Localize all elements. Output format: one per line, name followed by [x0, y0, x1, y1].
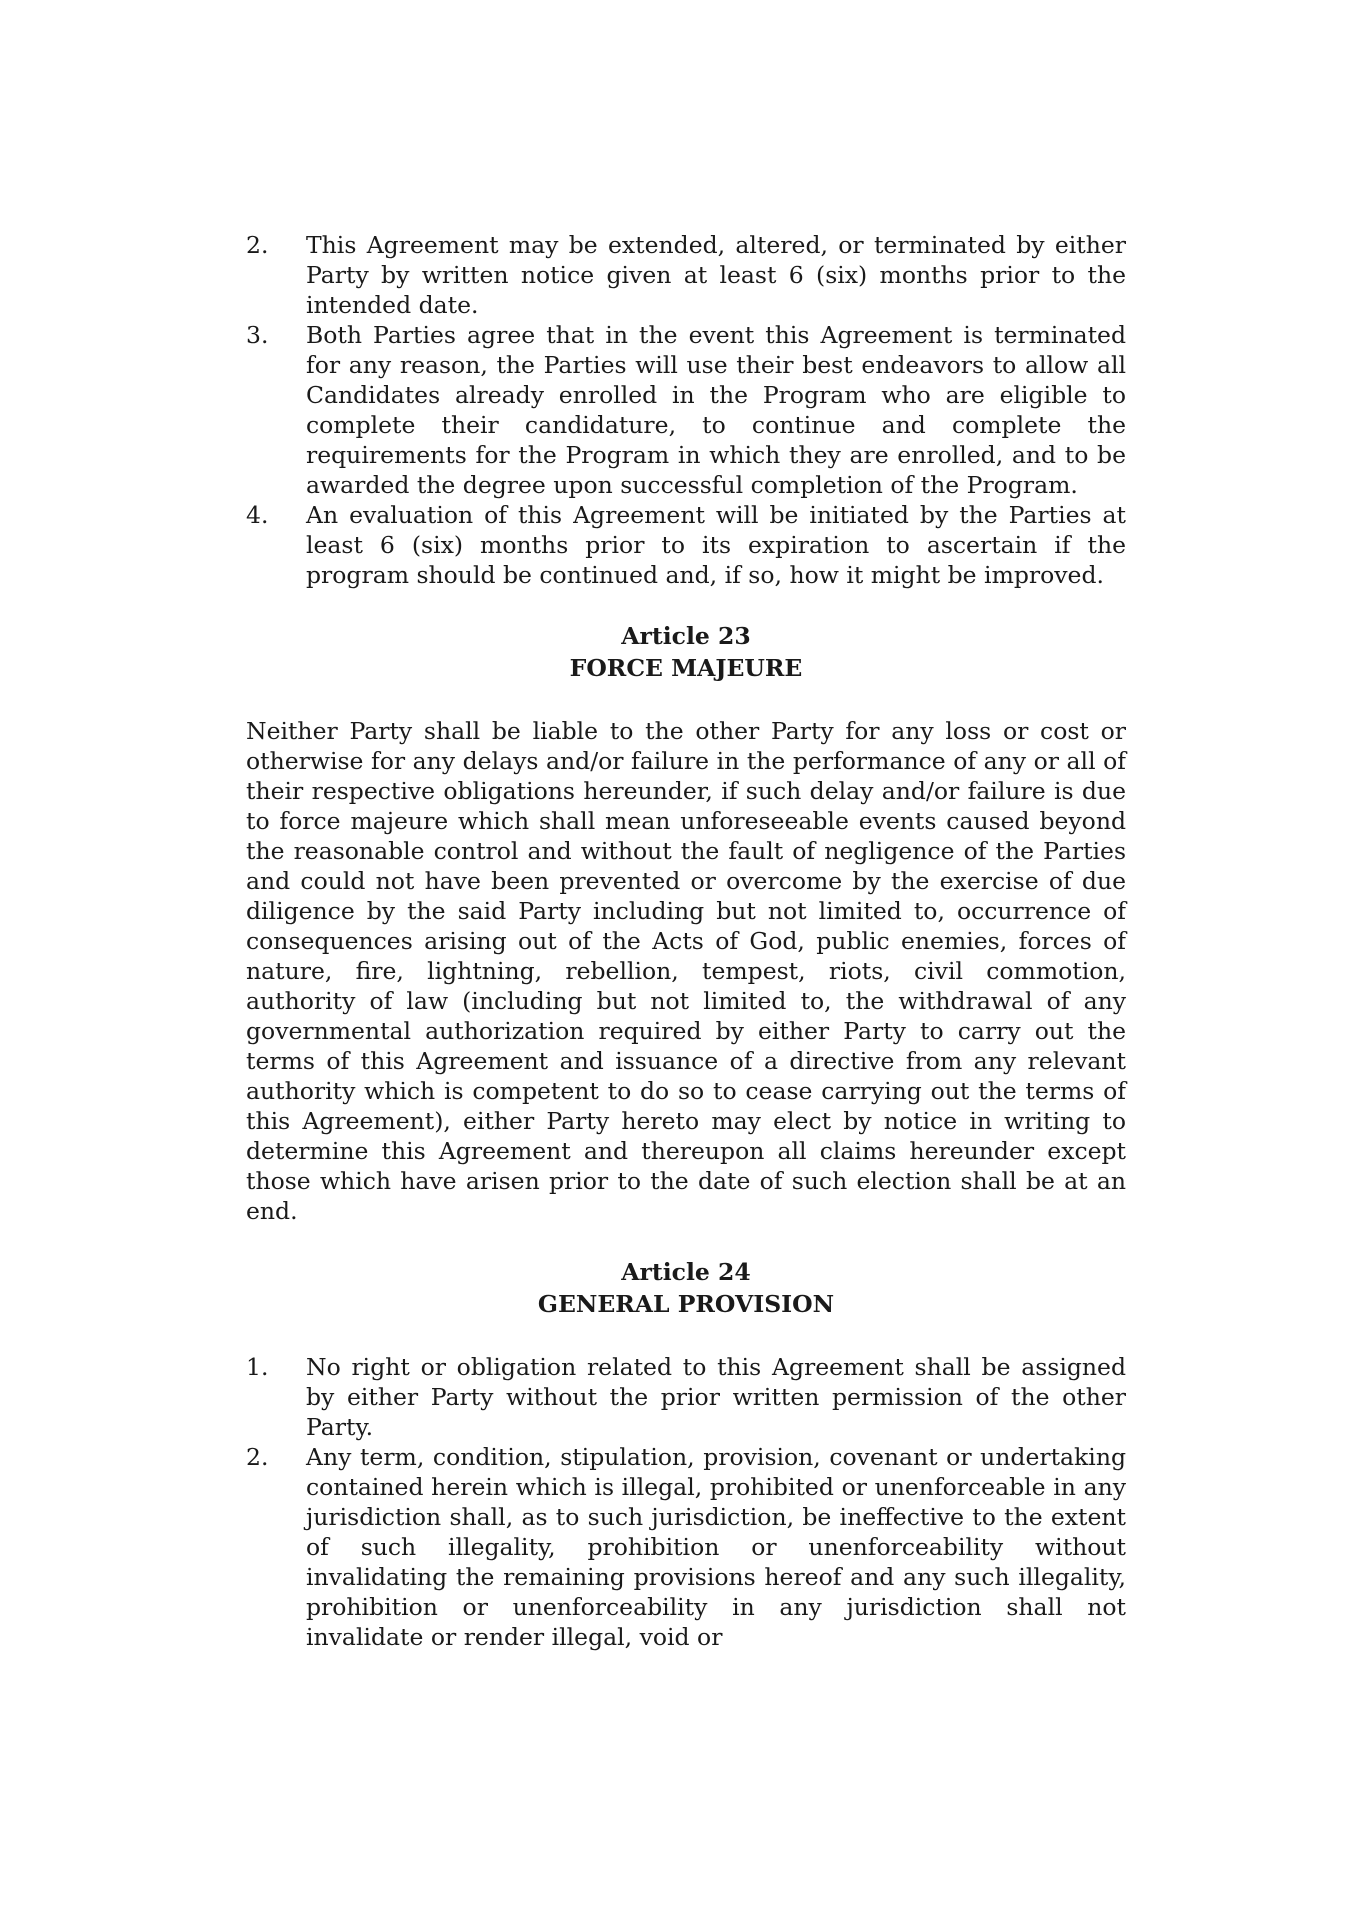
article-24-heading: [246, 1256, 1126, 1320]
list-item: [246, 230, 1126, 320]
page-content: [246, 230, 1126, 1652]
termination-clauses-list: [246, 230, 1126, 590]
list-item-text: No right or obligation related to this Agreement shall be assigned by either Party without the prior written permission of the other Party.: [306, 1353, 1126, 1441]
list-item: [246, 1352, 1126, 1442]
article-title: FORCE MAJEURE: [569, 654, 803, 682]
list-item-number: 2.: [246, 1443, 269, 1471]
list-item-number: 4.: [246, 501, 269, 529]
list-item-text: This Agreement may be extended, altered, or terminated by either Party by written notice given at least 6 (six) months prior to the intended date.: [306, 231, 1126, 319]
list-item: [246, 1442, 1126, 1652]
general-provision-list: [246, 1352, 1126, 1652]
article-title: GENERAL PROVISION: [537, 1290, 835, 1318]
list-item-text: Any term, condition, stipulation, provision, covenant or undertaking contained herein which is illegal, prohibited or unenforceable in any jurisdiction shall, as to such jurisdiction, be ineffective to the extent of such illegality, prohibition or unenforceability without invalidating the remaining provisions hereof and any such illegality, prohibition or unenforceability in any jurisdiction shall not invalidate or render illegal, void or: [306, 1443, 1126, 1651]
list-item-text: Both Parties agree that in the event this Agreement is terminated for any reason, the Parties will use their best endeavors to allow all Candidates already enrolled in the Program who are eligible to complete their candidature, to continue and complete the requirements for the Program in which they are enrolled, and to be awarded the degree upon successful completion of the Program.: [306, 321, 1126, 499]
list-item-number: 3.: [246, 321, 269, 349]
article-number: Article 23: [621, 622, 751, 650]
list-item: [246, 500, 1126, 590]
list-item: [246, 320, 1126, 500]
article-number: Article 24: [621, 1258, 751, 1286]
list-item-number: 2.: [246, 231, 269, 259]
force-majeure-paragraph: Neither Party shall be liable to the other Party for any loss or cost or otherwise for any delays and/or failure in the performance of any or all of their respective obligations hereunder, if such delay and/or failure is due to force majeure which shall mean unforeseeable events caused beyond the reasonable control and without the fault of negligence of the Parties and could not have been prevented or overcome by the exercise of due diligence by the said Party including but not limited to, occurrence of consequences arising out of the Acts of God, public enemies, forces of nature, fire, lightning, rebellion, tempest, riots, civil commotion, authority of law (including but not limited to, the withdrawal of any governmental authorization required by either Party to carry out the terms of this Agreement and issuance of a directive from any relevant authority which is competent to do so to cease carrying out the terms of this Agreement), either Party hereto may elect by notice in writing to determine this Agreement and thereupon all claims hereunder except those which have arisen prior to the date of such election shall be at an end.: [246, 717, 1126, 1225]
article-23-heading: [246, 620, 1126, 684]
list-item-number: 1.: [246, 1353, 269, 1381]
list-item-text: An evaluation of this Agreement will be initiated by the Parties at least 6 (six) months prior to its expiration to ascertain if the program should be continued and, if so, how it might be improved.: [306, 501, 1126, 589]
